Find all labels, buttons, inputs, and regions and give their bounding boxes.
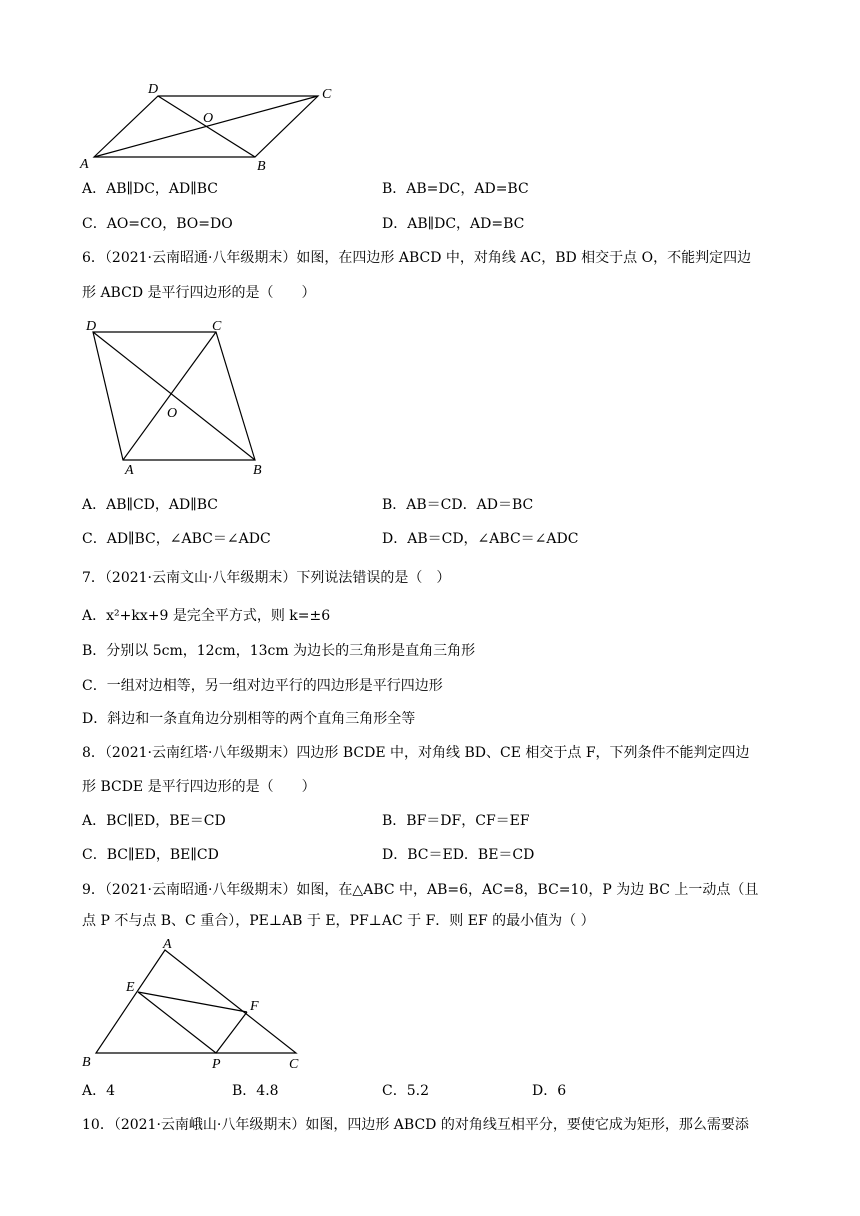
label-c: C xyxy=(289,1057,299,1072)
q7-stem: 7．（2021·云南文山·八年级期末）下列说法错误的是（ ） xyxy=(82,570,451,586)
label-f: F xyxy=(250,999,259,1014)
q6-option-d: D．AB＝CD，∠ABC＝∠ADC xyxy=(382,531,579,547)
q5-option-a: A．AB∥DC，AD∥BC xyxy=(82,181,218,197)
q7-option-c: C．一组对边相等，另一组对边平行的四边形是平行四边形 xyxy=(82,678,443,694)
label-a: A xyxy=(163,937,172,952)
q5-option-c: C．AO=CO，BO=DO xyxy=(82,216,233,232)
label-c: C xyxy=(212,319,222,334)
label-o: O xyxy=(167,406,178,421)
label-a: A xyxy=(125,463,134,478)
q7-option-d: D．斜边和一条直角边分别相等的两个直角三角形全等 xyxy=(82,711,416,727)
q6-stem-line2: 形 ABCD 是平行四边形的是（ ） xyxy=(82,285,316,301)
q9-option-b: B．4.8 xyxy=(232,1083,279,1099)
q5-option-b: B．AB=DC，AD=BC xyxy=(382,181,529,197)
q6-option-b: B．AB＝CD．AD＝BC xyxy=(382,497,534,513)
label-p: P xyxy=(212,1057,221,1072)
q10-stem-line1: 10．（2021·云南峨山·八年级期末）如图，四边形 ABCD 的对角线互相平分，要使它成为矩形，那么需要添 xyxy=(82,1117,749,1133)
label-a: A xyxy=(80,157,89,172)
label-b: B xyxy=(82,1055,91,1070)
q6-option-a: A．AB∥CD，AD∥BC xyxy=(82,497,218,513)
q7-option-b: B．分别以 5cm，12cm，13cm 为边长的三角形是直角三角形 xyxy=(82,643,476,659)
label-c: C xyxy=(322,87,332,102)
label-o: O xyxy=(203,111,214,126)
q8-stem-line2: 形 BCDE 是平行四边形的是（ ） xyxy=(82,779,316,795)
q9-option-c: C．5.2 xyxy=(382,1083,429,1099)
q8-option-a: A．BC∥ED，BE＝CD xyxy=(82,813,226,829)
label-b: B xyxy=(253,463,262,478)
q8-option-c: C．BC∥ED，BE∥CD xyxy=(82,847,219,863)
label-d: D xyxy=(86,319,97,334)
q8-stem-line1: 8．（2021·云南红塔·八年级期末）四边形 BCDE 中，对角线 BD、CE 相交于点 F，下列条件不能判定四边 xyxy=(82,745,750,761)
q6-option-c: C．AD∥BC，∠ABC＝∠ADC xyxy=(82,531,271,547)
q6-stem-line1: 6．（2021·云南昭通·八年级期末）如图，在四边形 ABCD 中，对角线 AC，BD 相交于点 O，不能判定四边 xyxy=(82,250,752,266)
label-b: B xyxy=(257,159,266,174)
q8-option-b: B．BF＝DF，CF＝EF xyxy=(382,813,530,829)
q9-stem-line1: 9．（2021·云南昭通·八年级期末）如图，在△ABC 中，AB=6，AC=8，BC=10，P 为边 BC 上一动点（且 xyxy=(82,882,759,898)
q9-option-d: D．6 xyxy=(532,1083,567,1099)
q9-stem-line2: 点 P 不与点 B、C 重合），PE⊥AB 于 E，PF⊥AC 于 F．则 EF 的最小值为（ ） xyxy=(82,913,595,929)
q7-option-a: A．x²+kx+9 是完全平方式，则 k=±6 xyxy=(82,608,331,624)
label-e: E xyxy=(126,980,135,995)
label-d: D xyxy=(148,82,159,97)
q5-option-d: D．AB∥DC，AD=BC xyxy=(382,216,525,232)
q8-option-d: D．BC＝ED．BE＝CD xyxy=(382,847,535,863)
q9-option-a: A．4 xyxy=(82,1083,116,1099)
